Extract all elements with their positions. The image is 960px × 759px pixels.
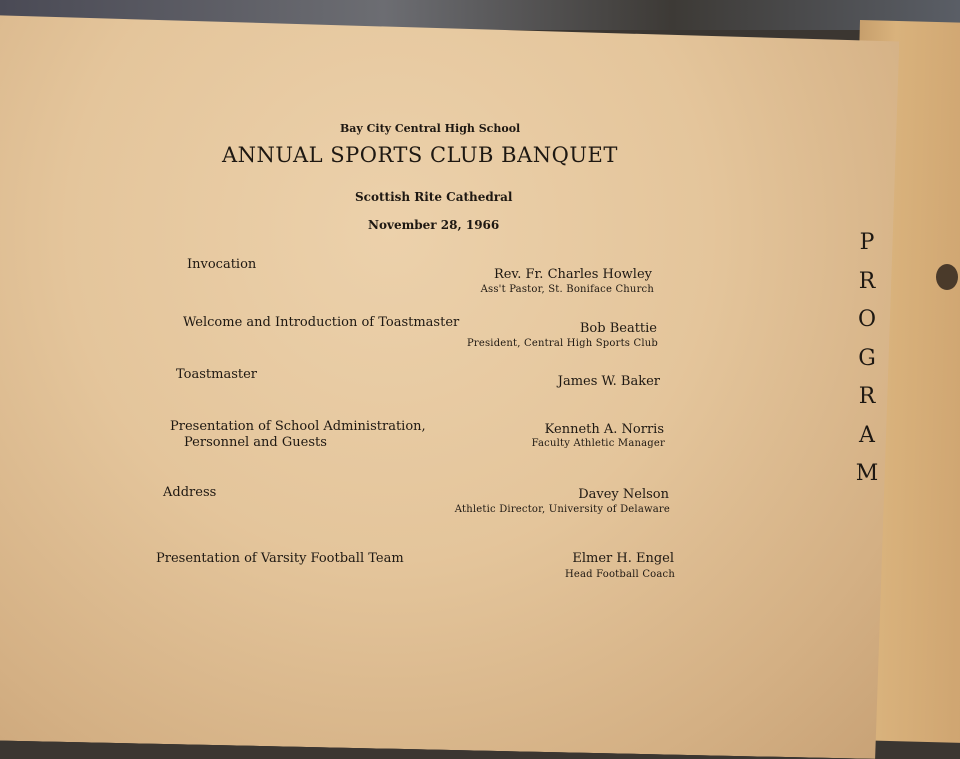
speaker-name: James W. Baker: [557, 374, 660, 389]
program-item-continued: Personnel and Guests: [184, 435, 327, 450]
speaker-role: President, Central High Sports Club: [466, 338, 658, 349]
event-date: November 28, 1966: [368, 218, 500, 232]
program-vertical-label: [852, 224, 882, 494]
side-letter: M: [855, 461, 879, 486]
program-item: Presentation of School Administration,: [170, 419, 426, 434]
program-item: Presentation of Varsity Football Team: [156, 551, 404, 566]
speaker-role: Head Football Coach: [564, 569, 675, 580]
speaker-name: Bob Beattie: [579, 321, 657, 336]
side-letter: O: [857, 307, 877, 332]
side-letter: R: [858, 268, 876, 294]
speaker-role: Athletic Director, University of Delaware: [454, 504, 670, 515]
side-letter: R: [858, 384, 876, 409]
school-name: Bay City Central High School: [340, 122, 521, 135]
speaker-name: Rev. Fr. Charles Howley: [493, 267, 652, 282]
punch-hole: [936, 264, 958, 290]
speaker-name: Elmer H. Engel: [572, 551, 674, 566]
program-item: Invocation: [187, 257, 257, 272]
speaker-name: Kenneth A. Norris: [544, 422, 664, 437]
side-letter: P: [859, 230, 875, 255]
program-item: Toastmaster: [176, 367, 258, 382]
speaker-role: Ass't Pastor, St. Boniface Church: [480, 284, 654, 295]
program-item: Address: [163, 485, 217, 500]
venue: Scottish Rite Cathedral: [355, 190, 513, 204]
program-item: Welcome and Introduction of Toastmaster: [183, 315, 460, 330]
speaker-role: Faculty Athletic Manager: [531, 438, 665, 449]
side-letter: G: [858, 345, 876, 371]
event-title: ANNUAL SPORTS CLUB BANQUET: [222, 143, 618, 167]
speaker-name: Davey Nelson: [578, 487, 669, 502]
side-letter: A: [859, 422, 875, 448]
